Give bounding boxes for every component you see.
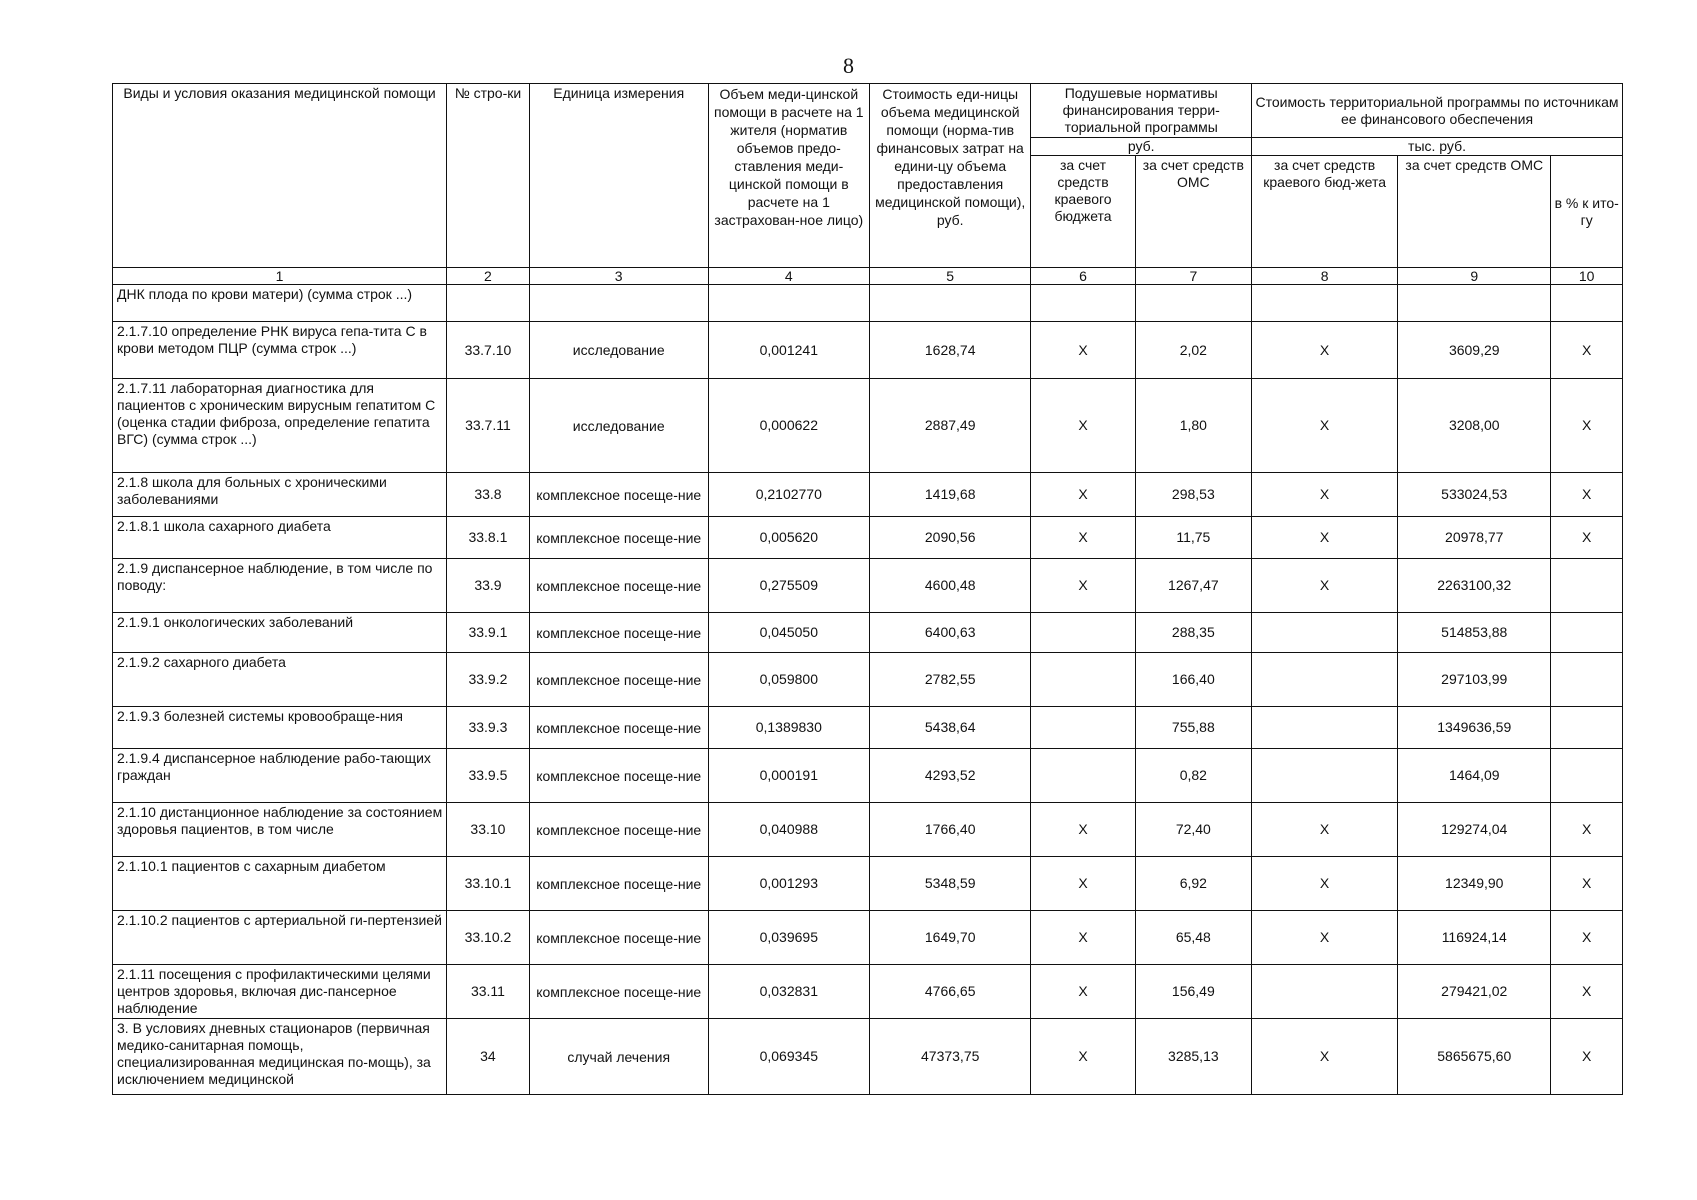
row-tp-oms: 297103,99: [1398, 653, 1551, 707]
row-line-number: 33.9.3: [447, 707, 530, 749]
row-unit: [529, 285, 708, 322]
row-volume: 0,2102770: [708, 473, 869, 517]
row-tp-budget: X: [1252, 803, 1398, 857]
row-volume: [708, 285, 869, 322]
table-body: [113, 285, 1623, 1095]
row-unit: комплексное посеще-ние: [529, 613, 708, 653]
row-percent: [1551, 749, 1623, 803]
row-unit: комплексное посеще-ние: [529, 653, 708, 707]
row-unit: комплексное посеще-ние: [529, 965, 708, 1019]
row-unit-cost: 6400,63: [870, 613, 1031, 653]
row-unit-cost: [870, 285, 1031, 322]
row-pc-oms: 3285,13: [1135, 1019, 1251, 1095]
row-unit: случай лечения: [529, 1019, 708, 1095]
row-unit-cost: 1419,68: [870, 473, 1031, 517]
row-pc-oms: 72,40: [1135, 803, 1251, 857]
row-tp-oms: 116924,14: [1398, 911, 1551, 965]
row-pc-oms: 166,40: [1135, 653, 1251, 707]
row-line-number: 34: [447, 1019, 530, 1095]
row-line-number: 33.10.2: [447, 911, 530, 965]
row-pc-oms: 65,48: [1135, 911, 1251, 965]
row-volume: 0,032831: [708, 965, 869, 1019]
row-percent: X: [1551, 911, 1623, 965]
row-line-number: 33.11: [447, 965, 530, 1019]
table-row: [113, 965, 1623, 1019]
row-tp-oms: 1464,09: [1398, 749, 1551, 803]
row-tp-budget: X: [1252, 857, 1398, 911]
row-percent: X: [1551, 1019, 1623, 1095]
table-row: [113, 559, 1623, 613]
row-line-number: 33.7.11: [447, 379, 530, 473]
row-name: 2.1.10.2 пациентов с артериальной ги-пертензией: [113, 911, 447, 965]
row-line-number: 33.9.1: [447, 613, 530, 653]
row-unit-cost: 2782,55: [870, 653, 1031, 707]
row-tp-budget: X: [1252, 473, 1398, 517]
row-tp-oms: 3609,29: [1398, 322, 1551, 379]
row-name: 2.1.10 дистанционное наблюдение за состоянием здоровья пациентов, в том числе: [113, 803, 447, 857]
row-unit: комплексное посеще-ние: [529, 707, 708, 749]
row-pc-oms: 156,49: [1135, 965, 1251, 1019]
page-number: 8: [843, 53, 854, 78]
row-name: 2.1.9.4 диспансерное наблюдение рабо-тающих граждан: [113, 749, 447, 803]
header-pc-budget: за счет средств краевого бюджета: [1031, 156, 1135, 268]
header-program-cost-group: Стоимость территориальной программы по источникам ее финансового обеспечения: [1252, 84, 1623, 138]
row-line-number: 33.9: [447, 559, 530, 613]
row-pc-budget: [1031, 653, 1135, 707]
row-unit-cost: 4766,65: [870, 965, 1031, 1019]
row-line-number: 33.9.5: [447, 749, 530, 803]
row-unit-cost: 1628,74: [870, 322, 1031, 379]
header-line-number: № стро-ки: [447, 84, 530, 268]
row-percent: X: [1551, 517, 1623, 559]
row-volume: 0,040988: [708, 803, 869, 857]
row-unit-cost: 47373,75: [870, 1019, 1031, 1095]
header-percent: в % к ито-гу: [1551, 156, 1623, 268]
header-unit-rub: руб.: [1031, 138, 1252, 156]
column-numbers-row: [113, 268, 1623, 285]
financing-table: [112, 83, 1623, 1095]
row-pc-oms: 6,92: [1135, 857, 1251, 911]
row-tp-oms: 129274,04: [1398, 803, 1551, 857]
row-name: 2.1.10.1 пациентов с сахарным диабетом: [113, 857, 447, 911]
row-tp-oms: 12349,90: [1398, 857, 1551, 911]
row-tp-budget: X: [1252, 559, 1398, 613]
row-pc-budget: X: [1031, 857, 1135, 911]
row-volume: 0,045050: [708, 613, 869, 653]
table-row: [113, 911, 1623, 965]
row-unit-cost: 2887,49: [870, 379, 1031, 473]
column-number: 5: [870, 268, 1031, 285]
row-pc-budget: X: [1031, 1019, 1135, 1095]
row-name: 2.1.11 посещения с профилактическими целями центров здоровья, включая дис-пансерное наблюдение: [113, 965, 447, 1019]
row-name: 2.1.8.1 школа сахарного диабета: [113, 517, 447, 559]
row-unit-cost: 2090,56: [870, 517, 1031, 559]
table-row: [113, 517, 1623, 559]
header-volume: Объем меди-цинской помощи в расчете на 1 жителя (норматив объемов предо-ставления меди-цинской помощи в расчете на 1 застрахован-ное лицо): [708, 84, 869, 268]
row-unit: комплексное посеще-ние: [529, 517, 708, 559]
row-tp-budget: X: [1252, 379, 1398, 473]
row-line-number: 33.8: [447, 473, 530, 517]
column-number: 10: [1551, 268, 1623, 285]
row-pc-oms: 298,53: [1135, 473, 1251, 517]
row-pc-oms: 288,35: [1135, 613, 1251, 653]
row-unit: исследование: [529, 322, 708, 379]
header-tp-oms: за счет средств ОМС: [1398, 156, 1551, 268]
table-row: [113, 1019, 1623, 1095]
column-number: 7: [1135, 268, 1251, 285]
row-tp-oms: 3208,00: [1398, 379, 1551, 473]
row-tp-budget: X: [1252, 911, 1398, 965]
row-pc-oms: 1,80: [1135, 379, 1251, 473]
row-name: 2.1.9.1 онкологических заболеваний: [113, 613, 447, 653]
table-row: [113, 707, 1623, 749]
header-pc-oms: за счет средств ОМС: [1135, 156, 1251, 268]
row-percent: [1551, 559, 1623, 613]
row-name: 2.1.7.10 определение РНК вируса гепа-тита С в крови методом ПЦР (сумма строк ...): [113, 322, 447, 379]
row-pc-oms: 755,88: [1135, 707, 1251, 749]
row-percent: X: [1551, 473, 1623, 517]
row-pc-oms: 2,02: [1135, 322, 1251, 379]
row-unit: комплексное посеще-ние: [529, 559, 708, 613]
row-unit-cost: 1766,40: [870, 803, 1031, 857]
row-name: 3. В условиях дневных стационаров (первичная медико-санитарная помощь, специализированная медицинская по-мощь), за исключением медицинской: [113, 1019, 447, 1095]
column-number: 2: [447, 268, 530, 285]
row-volume: 0,275509: [708, 559, 869, 613]
row-volume: 0,001293: [708, 857, 869, 911]
table-row: [113, 379, 1623, 473]
row-percent: X: [1551, 857, 1623, 911]
row-tp-budget: X: [1252, 322, 1398, 379]
row-pc-budget: X: [1031, 517, 1135, 559]
row-volume: 0,069345: [708, 1019, 869, 1095]
table-row: [113, 613, 1623, 653]
row-percent: X: [1551, 322, 1623, 379]
row-tp-oms: 2263100,32: [1398, 559, 1551, 613]
column-number: 4: [708, 268, 869, 285]
row-volume: 0,000191: [708, 749, 869, 803]
row-tp-budget: [1252, 965, 1398, 1019]
row-pc-oms: [1135, 285, 1251, 322]
row-volume: 0,001241: [708, 322, 869, 379]
row-volume: 0,039695: [708, 911, 869, 965]
table-row: [113, 653, 1623, 707]
column-number: 8: [1252, 268, 1398, 285]
row-pc-oms: 0,82: [1135, 749, 1251, 803]
row-percent: [1551, 707, 1623, 749]
row-unit-cost: 5348,59: [870, 857, 1031, 911]
table-row: [113, 322, 1623, 379]
row-tp-oms: [1398, 285, 1551, 322]
row-percent: [1551, 653, 1623, 707]
row-line-number: 33.8.1: [447, 517, 530, 559]
header-unit: Единица измерения: [529, 84, 708, 268]
header-type-of-care: Виды и условия оказания медицинской помощи: [113, 84, 447, 268]
row-tp-oms: 279421,02: [1398, 965, 1551, 1019]
row-pc-budget: [1031, 613, 1135, 653]
row-unit-cost: 1649,70: [870, 911, 1031, 965]
row-tp-oms: 514853,88: [1398, 613, 1551, 653]
row-name: 2.1.8 школа для больных с хроническими заболеваниями: [113, 473, 447, 517]
row-unit: комплексное посеще-ние: [529, 911, 708, 965]
row-unit: комплексное посеще-ние: [529, 803, 708, 857]
row-name: 2.1.9.3 болезней системы кровообраще-ния: [113, 707, 447, 749]
row-pc-oms: 11,75: [1135, 517, 1251, 559]
row-volume: 0,000622: [708, 379, 869, 473]
row-pc-budget: X: [1031, 379, 1135, 473]
row-tp-budget: [1252, 749, 1398, 803]
row-name: ДНК плода по крови матери) (сумма строк ...): [113, 285, 447, 322]
row-percent: X: [1551, 965, 1623, 1019]
row-unit-cost: 4600,48: [870, 559, 1031, 613]
row-percent: [1551, 285, 1623, 322]
row-line-number: 33.9.2: [447, 653, 530, 707]
row-pc-budget: X: [1031, 803, 1135, 857]
row-percent: X: [1551, 379, 1623, 473]
row-percent: X: [1551, 803, 1623, 857]
row-tp-budget: [1252, 285, 1398, 322]
row-pc-budget: X: [1031, 473, 1135, 517]
row-pc-budget: X: [1031, 965, 1135, 1019]
row-tp-oms: 1349636,59: [1398, 707, 1551, 749]
table-row: [113, 473, 1623, 517]
row-volume: 0,059800: [708, 653, 869, 707]
row-pc-oms: 1267,47: [1135, 559, 1251, 613]
row-name: 2.1.9 диспансерное наблюдение, в том числе по поводу:: [113, 559, 447, 613]
row-line-number: 33.10: [447, 803, 530, 857]
column-number: 6: [1031, 268, 1135, 285]
row-tp-oms: 5865675,60: [1398, 1019, 1551, 1095]
row-unit-cost: 4293,52: [870, 749, 1031, 803]
row-pc-budget: X: [1031, 559, 1135, 613]
row-pc-budget: [1031, 285, 1135, 322]
row-pc-budget: X: [1031, 911, 1135, 965]
row-volume: 0,1389830: [708, 707, 869, 749]
table-row: [113, 857, 1623, 911]
header-per-capita-group: Подушевые нормативы финансирования терри-ториальной программы: [1031, 84, 1252, 138]
row-tp-budget: [1252, 613, 1398, 653]
row-pc-budget: [1031, 749, 1135, 803]
row-tp-budget: [1252, 653, 1398, 707]
row-tp-budget: X: [1252, 1019, 1398, 1095]
row-pc-budget: [1031, 707, 1135, 749]
table-row: [113, 749, 1623, 803]
row-name: 2.1.9.2 сахарного диабета: [113, 653, 447, 707]
column-number: 3: [529, 268, 708, 285]
row-unit: исследование: [529, 379, 708, 473]
column-number: 9: [1398, 268, 1551, 285]
row-line-number: [447, 285, 530, 322]
table-row: [113, 285, 1623, 322]
row-line-number: 33.7.10: [447, 322, 530, 379]
table-row: [113, 803, 1623, 857]
row-unit-cost: 5438,64: [870, 707, 1031, 749]
row-volume: 0,005620: [708, 517, 869, 559]
row-tp-budget: [1252, 707, 1398, 749]
row-name: 2.1.7.11 лабораторная диагностика для пациентов с хроническим вирусным гепатитом С (оценка стадии фиброза, определение гепатита ВГС) (сумма строк ...): [113, 379, 447, 473]
header-unit-thousand-rub: тыс. руб.: [1252, 138, 1623, 156]
row-tp-oms: 533024,53: [1398, 473, 1551, 517]
row-pc-budget: X: [1031, 322, 1135, 379]
row-percent: [1551, 613, 1623, 653]
header-tp-budget: за счет средств краевого бюд-жета: [1252, 156, 1398, 268]
header-unit-cost: Стоимость еди-ницы объема медицинской помощи (норма-тив финансовых затрат на едини-цу объема предоставления медицинской помощи), руб.: [870, 84, 1031, 268]
column-number: 1: [113, 268, 447, 285]
row-unit: комплексное посеще-ние: [529, 473, 708, 517]
row-unit: комплексное посеще-ние: [529, 749, 708, 803]
row-tp-oms: 20978,77: [1398, 517, 1551, 559]
row-tp-budget: X: [1252, 517, 1398, 559]
row-unit: комплексное посеще-ние: [529, 857, 708, 911]
row-line-number: 33.10.1: [447, 857, 530, 911]
